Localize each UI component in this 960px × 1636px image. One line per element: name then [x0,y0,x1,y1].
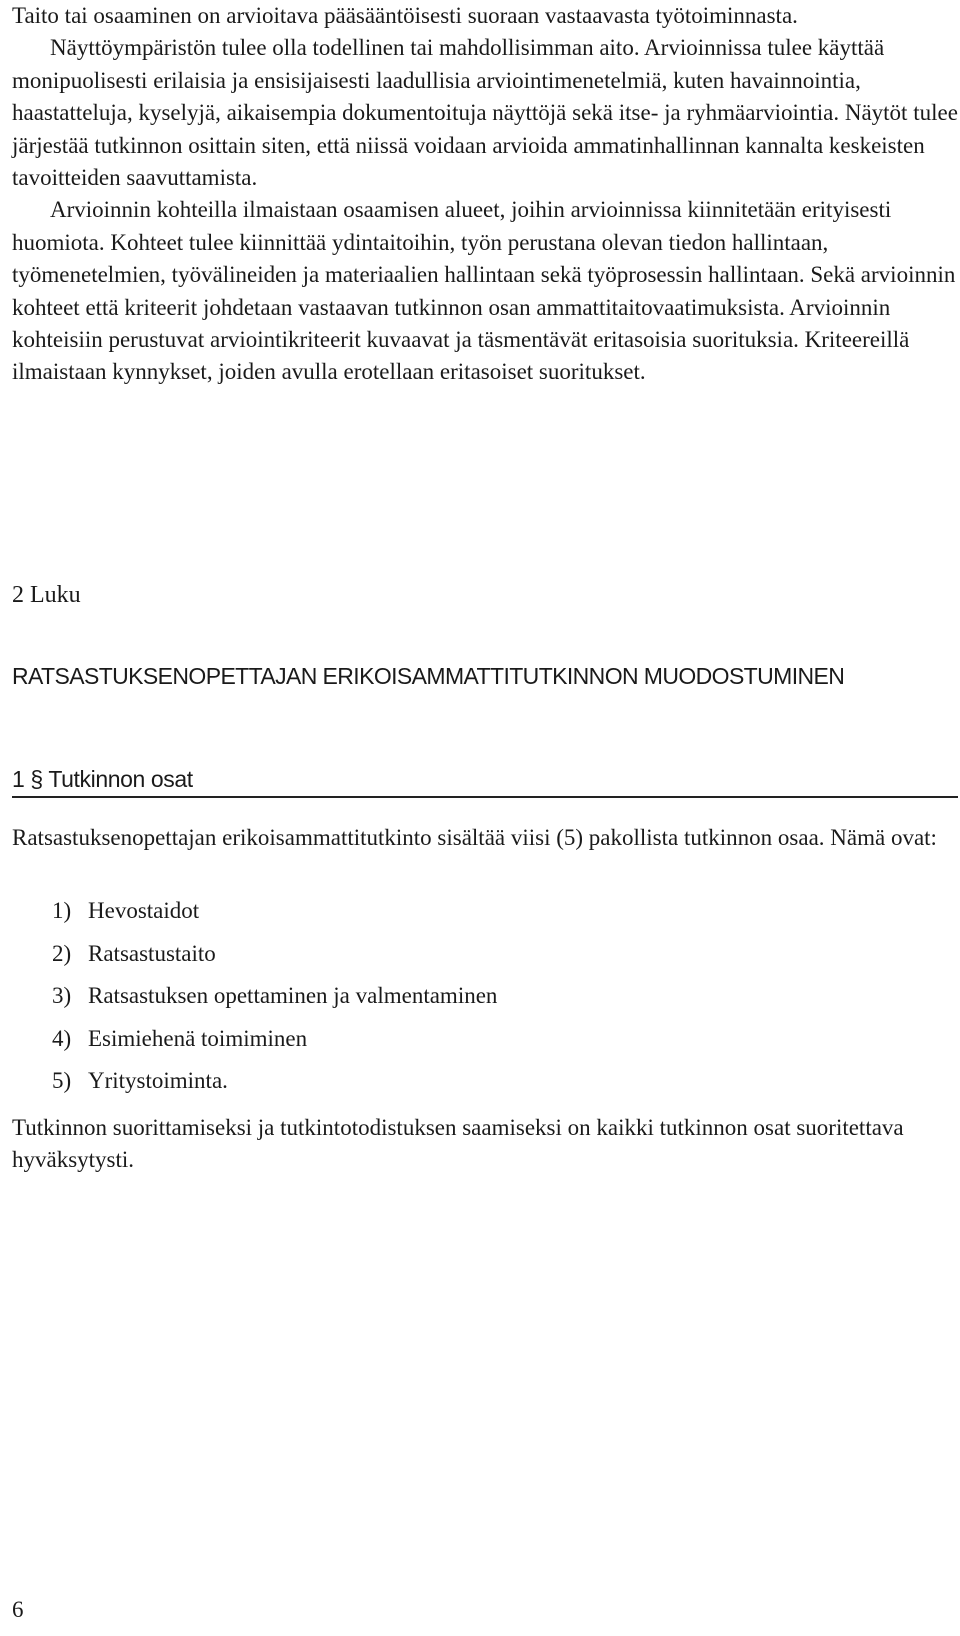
paragraph-assessment-basis: Taito tai osaaminen on arvioitava pääsääntöisesti suoraan vastaavasta työtoiminnasta. [12,3,798,28]
section-intro: Ratsastuksenopettajan erikoisammattitutkinto sisältää viisi (5) pakollista tutkinnon osaa. Nämä ovat: [12,825,937,850]
list-item-number: 4) [52,1025,72,1051]
section-number: 1 § [12,766,43,792]
list-item-number: 5) [52,1068,72,1094]
list-item [52,933,497,976]
list-item-label: Yritystoiminta. [88,1068,228,1094]
section-heading [12,764,958,798]
list-item-label: Ratsastustaito [88,940,216,966]
list-item-label: Hevostaidot [88,898,200,923]
list-item [52,975,497,1018]
body-text [12,0,958,389]
section-title: Tutkinnon osat [48,766,193,792]
list-item-number: 2) [52,940,72,966]
page-number: 6 [12,1597,24,1622]
section-outro: Tutkinnon suorittamiseksi ja tutkintotodistuksen saamiseksi on kaikki tutkinnon osat suoritettava hyväksytysti. [12,1115,904,1173]
list-item [52,1018,497,1061]
paragraph-demonstration-environment: Näyttöympäristön tulee olla todellinen tai mahdollisimman aito. Arvioinnissa tulee käyttää monipuolisesti erilaisia ja ensisijaisesti laadullisia arviointimenetelmiä, kuten havainnointia, haastatteluja, kyselyjä, aikaisempia dokumentoituja näyttöjä sekä itse- ja ryhmäarviointia. Näytöt tulee järjestää tutkinnon osittain siten, että niissä voidaan arvioida ammatinhallinnan kannalta keskeisten tavoitteiden saavuttamista. [12,35,958,191]
list-item-label: Ratsastuksen opettaminen ja valmentaminen [88,983,498,1009]
list-item [52,1060,497,1103]
list-item [52,890,497,933]
list-item-label: Esimiehenä toimiminen [88,1025,308,1051]
list-item-number: 3) [52,983,72,1009]
chapter-label: 2 Luku [12,582,81,608]
paragraph-assessment-targets: Arvioinnin kohteilla ilmaistaan osaamisen alueet, joihin arvioinnissa kiinnitetään erityisesti huomiota. Kohteet tulee kiinnittää ydintaitoihin, työn perustana olevan tiedon hallintaan, työmenetelmien, työvälineiden ja materiaalien hallintaan sekä työprosessin hallintaan. Sekä arvioinnin kohteet että kriteerit johdetaan vastaavan tutkinnon osan ammattitaitovaatimuksista. Arvioinnin kohteisiin perustuvat arviointikriteerit kuvaavat ja täsmentävät eritasoisia suorituksia. Kriteereillä ilmaistaan kynnykset, joiden avulla erotellaan eritasoiset suoritukset. [12,197,956,385]
list-item-number: 1) [52,898,72,923]
chapter-title: RATSASTUKSENOPETTAJAN ERIKOISAMMATTITUTKINNON MUODOSTUMINEN [12,663,845,689]
module-list [52,890,497,1103]
